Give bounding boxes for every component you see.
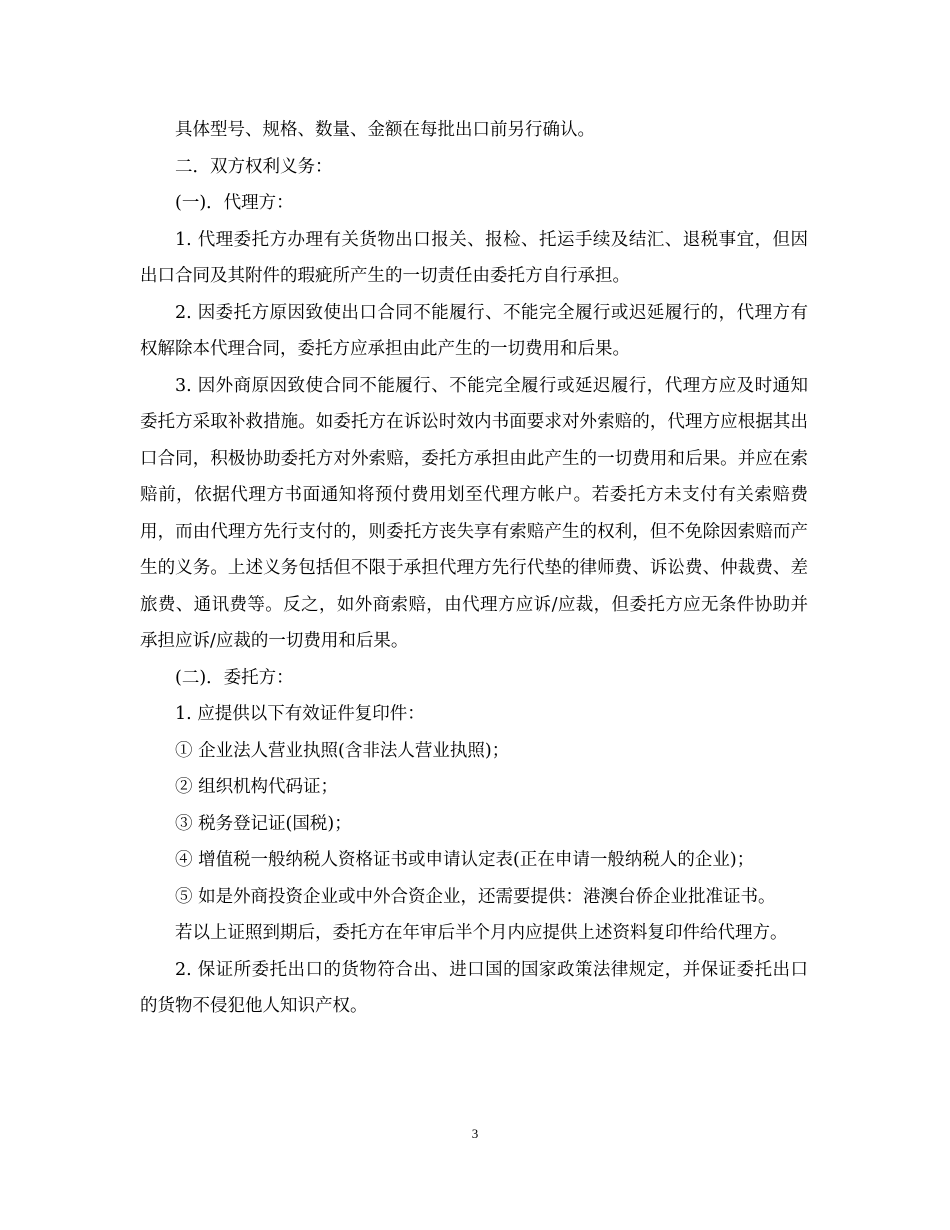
- list-item: ① 企业法人营业执照(含非法人营业执照)；: [175, 740, 510, 761]
- paragraph: 具体型号、规格、数量、金额在每批出口前另行确认。: [175, 120, 595, 140]
- paragraph: 若以上证照到期后，委托方在年审后半个月内应提供上述资料复印件给代理方。: [175, 923, 788, 943]
- list-item: ③ 税务登记证(国税)；: [175, 813, 352, 834]
- page-number: 3: [471, 1126, 479, 1141]
- paragraph: 1. 代理委托方办理有关货物出口报关、报检、托运手续及结汇、退税事宜，但因出口合同及其附件的瑕疵所产生的一切责任由委托方自行承担。: [140, 229, 808, 286]
- section-heading: 二．双方权利义务：: [175, 156, 333, 177]
- list-item: ④ 增值税一般纳税人资格证书或申请认定表(正在申请一般纳税人的企业)；: [175, 850, 755, 870]
- subsection-heading: (二)．委托方：: [175, 667, 294, 688]
- subsection-heading: (一)．代理方：: [175, 193, 294, 213]
- paragraph: 2. 因委托方原因致使出口合同不能履行、不能完全履行或迟延履行的，代理方有权解除本代理合同，委托方应承担由此产生的一切费用和后果。: [140, 302, 808, 359]
- list-item: ⑤ 如是外商投资企业或中外合资企业，还需要提供：港澳台侨企业批准证书。: [175, 886, 776, 907]
- paragraph: 2. 保证所委托出口的货物符合出、进口国的国家政策法律规定，并保证委托出口的货物不侵犯他人知识产权。: [140, 959, 808, 1016]
- paragraph: 1. 应提供以下有效证件复印件：: [175, 704, 425, 724]
- paragraph: 3. 因外商原因致使合同不能履行、不能完全履行或延迟履行，代理方应及时通知委托方采取补救措施。如委托方在诉讼时效内书面要求对外索赔的，代理方应根据其出口合同，积极协助委托方对外索赔，委托方承担由此产生的一切费用和后果。并应在索赔前，依据代理方书面通知将预付费用划至代理方帐户。若委托方未支付有关索赔费用，而由代理方先行支付的，则委托方丧失享有索赔产生的权利，但不免除因索赔而产生的义务。上述义务包括但不限于承担代理方先行代垫的律师费、诉讼费、仲裁费、差旅费、通讯费等。反之，如外商索赔，由代理方应诉/应裁，但委托方应无条件协助并承担应诉/应裁的一切费用和后果。: [140, 375, 808, 651]
- document-body: [140, 112, 808, 1025]
- list-item: ② 组织机构代码证；: [175, 777, 339, 797]
